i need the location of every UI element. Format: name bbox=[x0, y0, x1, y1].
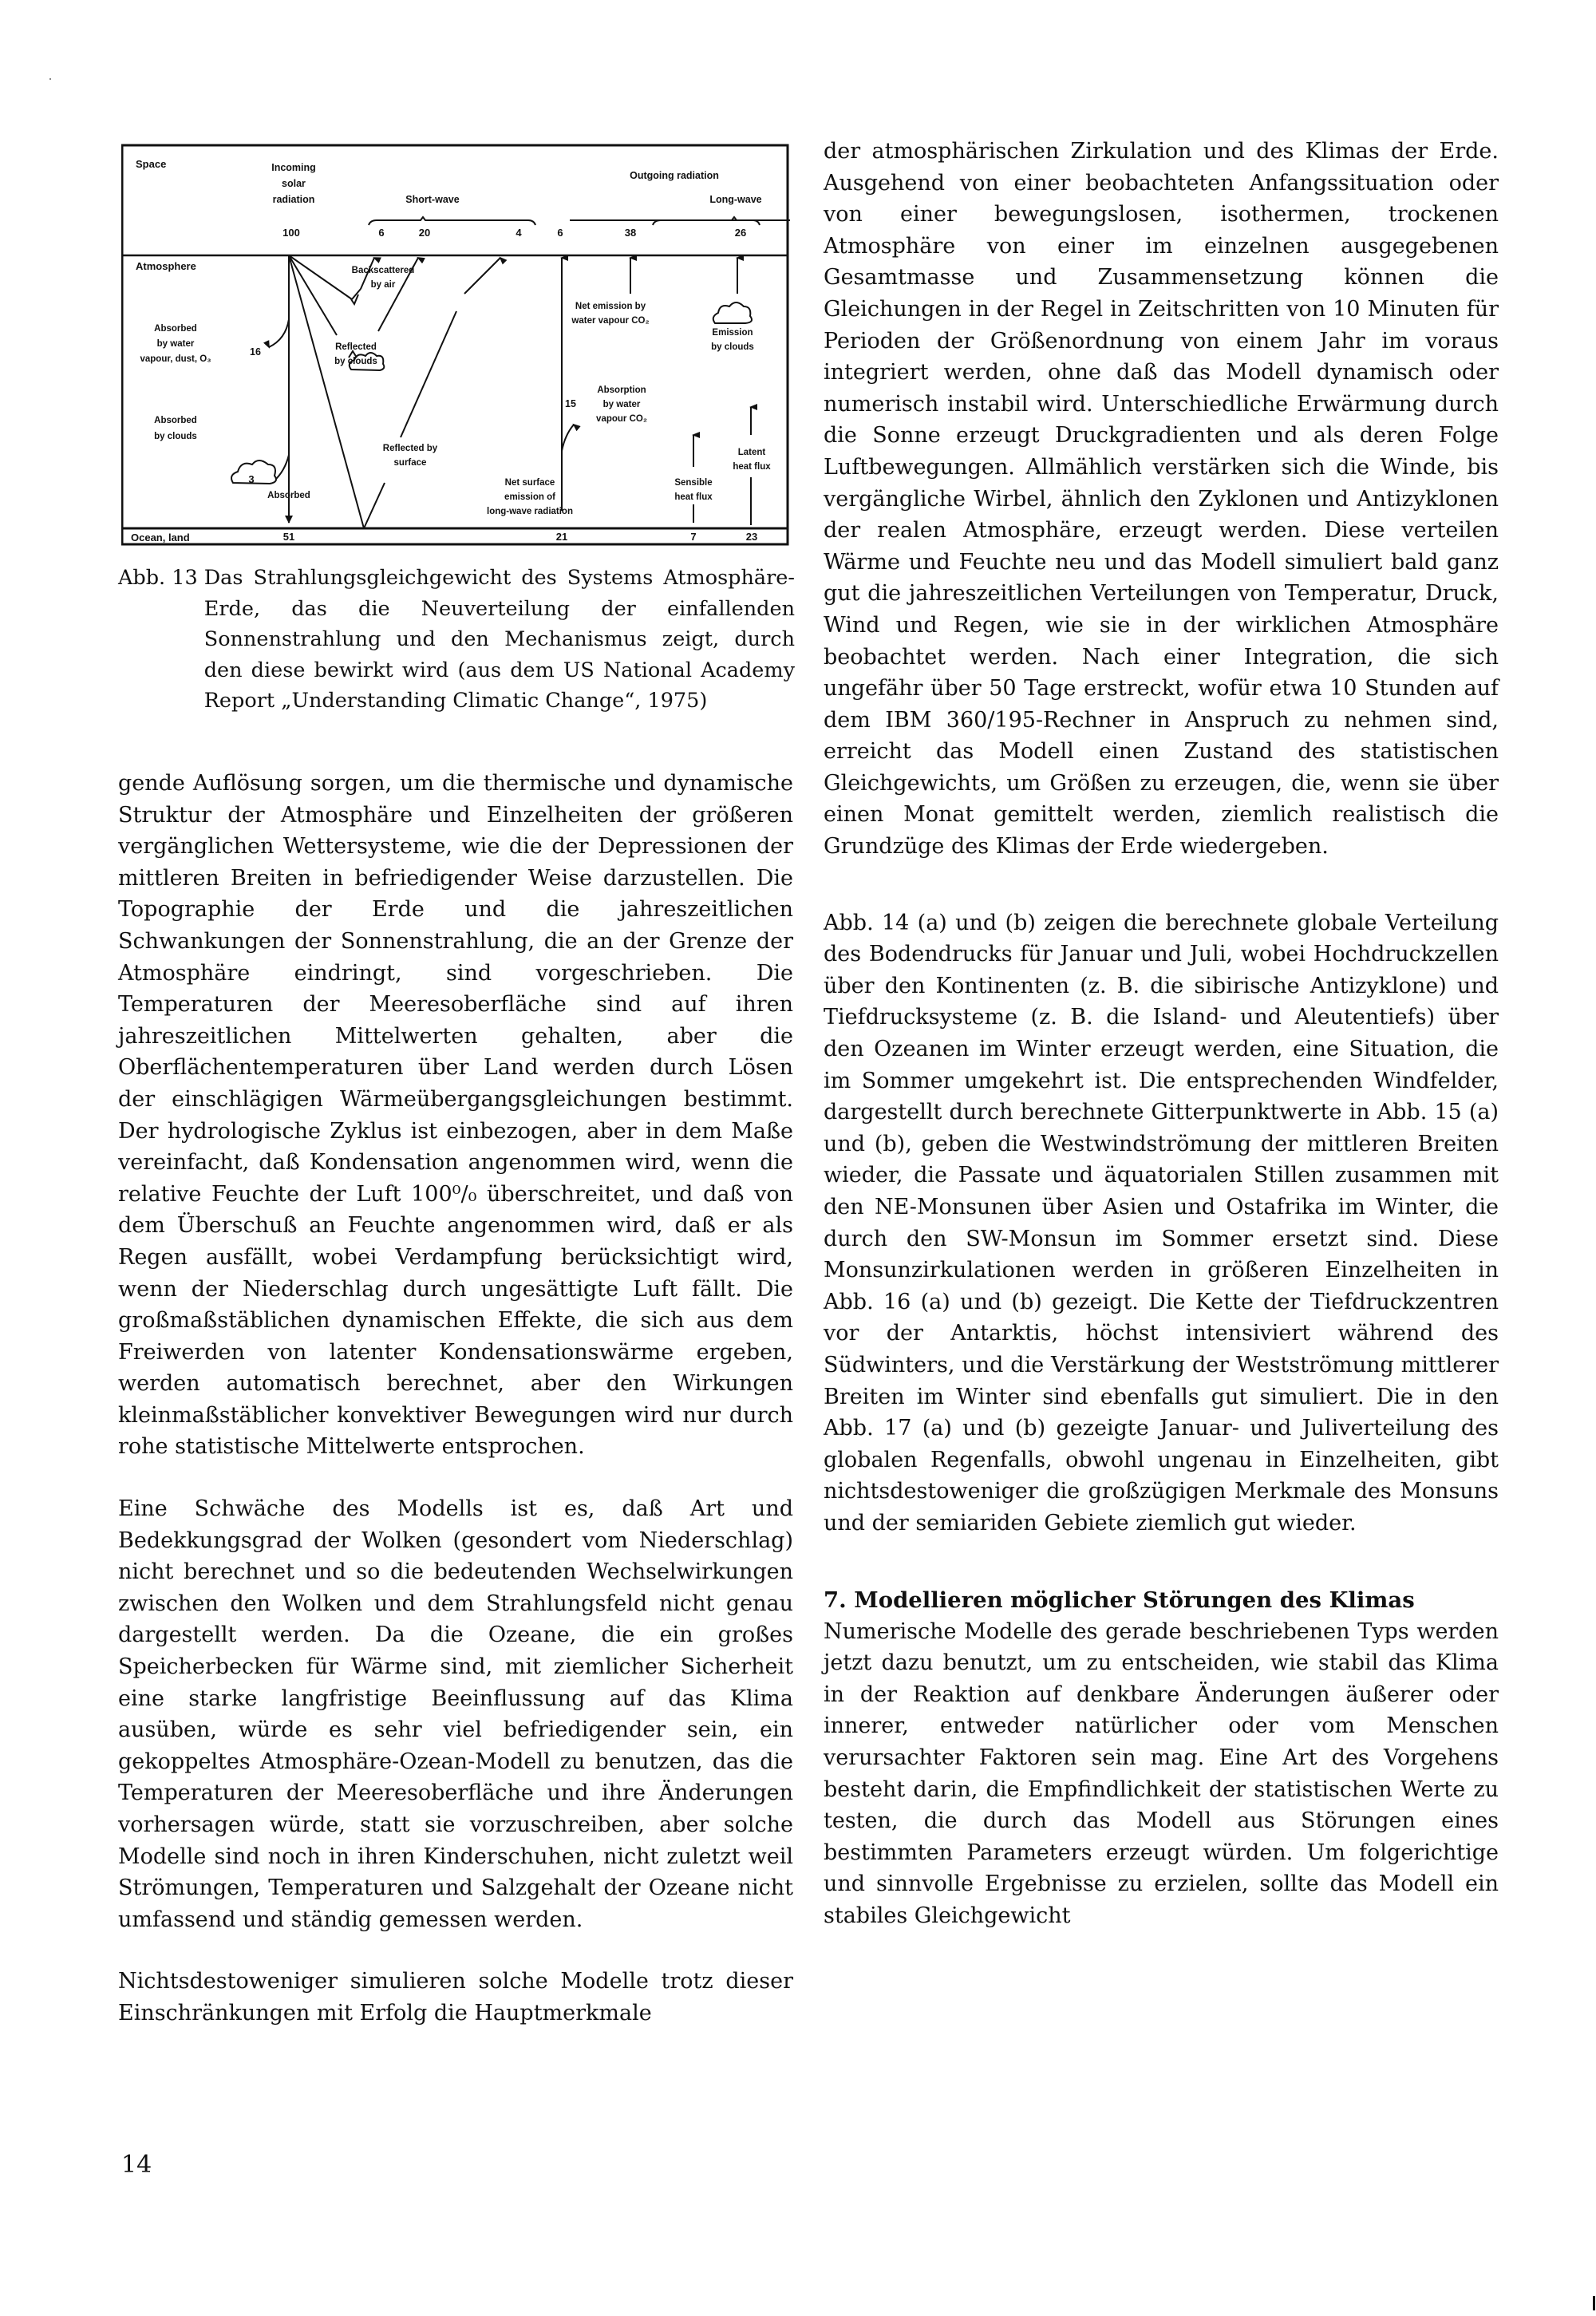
caption-label: Abb. 13 bbox=[118, 566, 198, 590]
right-text-column bbox=[824, 136, 1499, 1931]
region-space: Space bbox=[136, 158, 167, 170]
svg-text:23: 23 bbox=[745, 531, 758, 543]
absorbed-water-value: 16 bbox=[250, 346, 261, 358]
region-atmosphere: Atmosphere bbox=[136, 260, 196, 272]
label-net-surface-emission: Net surface bbox=[504, 478, 555, 488]
label-sensible-heat: Sensible bbox=[674, 478, 713, 488]
longwave-brace-b bbox=[570, 220, 760, 225]
caption-text: Das Strahlungsgleichgewicht des Systems Atmosphäre-Erde, das die Neuverteilung der einfallenden Sonnenstrahlung und den Mechanismus zeigt, durch den diese bewirkt wird (aus dem US National Academy Report „Understanding Climatic Change“, 1975) bbox=[203, 566, 795, 713]
label-absorbed-clouds: Absorbed bbox=[154, 416, 197, 425]
scan-edge-mark bbox=[1593, 2296, 1595, 2310]
surface-values bbox=[283, 531, 757, 543]
label-net-emission: Net emission by bbox=[575, 302, 646, 311]
svg-text:6: 6 bbox=[557, 227, 563, 239]
longwave-arrows bbox=[562, 258, 751, 525]
shortwave-brace bbox=[369, 217, 535, 225]
paragraph-spacer bbox=[824, 863, 1499, 907]
label-reflected-surface: Reflected by bbox=[382, 444, 438, 453]
svg-text:by water: by water bbox=[602, 400, 641, 409]
label-reflected-clouds: Reflected bbox=[335, 342, 377, 352]
shortwave-rays bbox=[269, 255, 500, 528]
svg-text:solar: solar bbox=[282, 178, 306, 189]
shortwave-values bbox=[378, 227, 522, 239]
svg-text:surface: surface bbox=[393, 458, 427, 468]
radiation-balance-diagram bbox=[121, 144, 790, 547]
label-absorbed: Absorbed bbox=[267, 491, 310, 500]
region-surface: Ocean, land bbox=[131, 532, 190, 543]
svg-text:water vapour CO₂: water vapour CO₂ bbox=[571, 316, 650, 326]
svg-text:emission of: emission of bbox=[504, 492, 555, 502]
svg-text:by clouds: by clouds bbox=[334, 357, 377, 366]
label-emission-clouds: Emission bbox=[712, 328, 753, 338]
section-heading: 7. Modellieren möglicher Störungen des Klimas bbox=[824, 1587, 1415, 1613]
body-paragraph: der atmosphärischen Zirkulation und des Klimas der Erde. Ausgehend von einer beobachteten Anfangssituation oder von einer bewegungslosen, isothermen, trockenen Atmosphäre von einer im einzelnen ausgegebenen Gesamtmasse und Zusammensetzung können die Gleichungen in der Regel in Zeitschritten von 10 Minuten für Perioden der Größenordnung von einem Jahr im voraus integriert werden, ohne daß das Modell dynamisch oder numerisch instabil wird. Unterschiedliche Erwärmung durch die Sonne erzeugt Druckgradienten und als deren Folge Luftbewegungen. Allmählich verstärken sich die Winde, bis vergängliche Wirbel, ähnlich den Zyklonen und Antizyklonen der realen Atmosphäre, erzeugt werden. Diese verteilen Wärme und Feuchte neu und das Modell simuliert bald ganz gut die jahreszeitlichen Verteilungen von Temperatur, Druck, Wind und Regen, wie sie in der wirklichen Atmosphäre beobachtet werden. Nach einer Integration, die sich ungefähr über 50 Tage erstreckt, wofür etwa 10 Stunden auf dem IBM 360/195-Rechner in Anspruch zu nehmen sind, erreicht das Modell einen Zustand des statistischen Gleichgewichts, um Größen zu erzeugen, die, wenn sie über einen Monat gemittelt werden, ziemlich realistisch die Grundzüge des Klimas der Erde wiedergeben. bbox=[824, 139, 1499, 860]
incoming-value: 100 bbox=[282, 227, 300, 239]
svg-text:6: 6 bbox=[378, 227, 385, 239]
svg-text:radiation: radiation bbox=[272, 194, 315, 205]
svg-text:by air: by air bbox=[370, 280, 396, 290]
svg-text:4: 4 bbox=[516, 227, 522, 239]
svg-text:vapour, dust, O₃: vapour, dust, O₃ bbox=[140, 354, 211, 364]
longwave-values bbox=[557, 227, 746, 239]
body-paragraph: gende Auflösung sorgen, um die thermische und dynamische Struktur der Atmosphäre und Einzelheiten der größeren vergänglichen Wettersysteme, wie die der Depressionen der mittleren Breiten in befriedigender Weise darzustellen. Die Topographie der Erde und die jahreszeitlichen Schwankungen der Sonnenstrahlung, die an der Grenze der Atmosphäre eindringt, sind vorgeschrieben. Die Temperaturen der Meeresoberfläche sind auf ihren jahreszeitlichen Mittelwerten gehalten, aber die Oberflächentemperaturen über Land werden durch Lösen der einschlägigen Wärmeübergangsgleichungen bestimmt. Der hydrologische Zyklus ist einbezogen, aber in dem Maße vereinfacht, daß Kondensation angenommen wird, wenn die relative Feuchte der Luft 100⁰/₀ überschreitet, und daß von dem Überschuß an Feuchte angenommen wird, daß er als Regen ausfällt, wobei Verdampfung berücksichtigt wird, wenn der Niederschlag durch ungesättigte Luft fällt. Die großmaßstäblichen dynamischen Effekte, die sich aus dem Freiwerden von latenter Kondensationswärme ergeben, werden automatisch berechnet, aber den Wirkungen kleinmaßstäblicher konvektiver Bewegungen wird nur durch rohe statistische Mittelwerte entsprochen. bbox=[118, 771, 793, 1460]
label-latent-heat: Latent bbox=[737, 448, 766, 457]
svg-text:by clouds: by clouds bbox=[711, 342, 754, 352]
shortwave-label: Short-wave bbox=[405, 194, 460, 205]
paragraph-spacer bbox=[118, 1935, 793, 1966]
svg-text:long-wave radiation: long-wave radiation bbox=[487, 507, 573, 516]
cloud-icon bbox=[713, 302, 752, 323]
longwave-label: Long-wave bbox=[709, 194, 762, 205]
absorbed-clouds-value: 3 bbox=[248, 473, 255, 485]
svg-text:21: 21 bbox=[555, 531, 568, 543]
figure-caption bbox=[118, 563, 795, 717]
svg-text:vapour CO₂: vapour CO₂ bbox=[596, 414, 647, 424]
paragraph-spacer bbox=[118, 1463, 793, 1493]
label-absorption-vapour: Absorption bbox=[597, 385, 646, 395]
left-text-column bbox=[118, 768, 793, 2029]
svg-text:heat flux: heat flux bbox=[674, 492, 713, 502]
svg-text:7: 7 bbox=[690, 531, 697, 543]
body-paragraph: Nichtsdestoweniger simulieren solche Modelle trotz dieser Einschränkungen mit Erfolg die Hauptmerkmale bbox=[118, 1969, 793, 2026]
incoming-label bbox=[271, 162, 316, 239]
label-absorbed-water: Absorbed bbox=[154, 324, 197, 334]
label-backscattered: Backscattered bbox=[351, 266, 415, 275]
svg-text:by water: by water bbox=[156, 339, 195, 349]
body-paragraph: Numerische Modelle des gerade beschriebenen Typs werden jetzt dazu benutzt, um zu entscheiden, wie stabil das Klima in der Reaktion auf denkbare Änderungen äußerer oder innerer, entweder natürlicher oder vom Menschen verursachter Faktoren sein mag. Eine Art des Vorgehens besteht darin, die Empfindlichkeit der statistischen Werte zu testen, die durch das Modell aus Störungen eines bestimmten Parameters erzeugt würden. Um folgerichtige und sinnvolle Ergebnisse zu erzielen, sollte das Modell ein stabiles Gleichgewicht bbox=[824, 1618, 1499, 1928]
diagram-svg bbox=[121, 144, 790, 547]
body-paragraph: Eine Schwäche des Modells ist es, daß Art und Bedekkungsgrad der Wolken (gesondert vom Niederschlag) nicht berechnet und so die bedeutenden Wechselwirkungen zwischen den Wolken und dem Strahlungsfeld nicht genau dargestellt werden. Da die Ozeane, die ein großes Speicherbecken für Wärme sind, mit ziemlicher Sicherheit eine starke langfristige Beeinflussung auf das Klima ausüben, würde es sehr viel befriedigender sein, ein gekoppeltes Atmosphäre-Ozean-Modell zu benutzen, das die Temperaturen der Meeresoberfläche und ihre Änderungen vorhersagen würde, statt sie vorzuschreiben, aber solche Modelle sind noch in ihren Kinderschuhen, nicht zuletzt weil Strömungen, Temperaturen und Salzgehalt der Ozeane nicht umfassend und ständig gemessen werden. bbox=[118, 1496, 793, 1932]
outgoing-title: Outgoing radiation bbox=[630, 170, 719, 181]
absorption-vapour-value: 15 bbox=[565, 398, 576, 409]
svg-text:20: 20 bbox=[418, 227, 431, 239]
svg-text:51: 51 bbox=[282, 531, 295, 543]
svg-text:by clouds: by clouds bbox=[154, 432, 197, 441]
paragraph-spacer bbox=[824, 1539, 1499, 1584]
svg-text:26: 26 bbox=[734, 227, 747, 239]
svg-text:38: 38 bbox=[624, 227, 637, 239]
page-number: 14 bbox=[121, 2151, 152, 2179]
body-paragraph: Abb. 14 (a) und (b) zeigen die berechnete globale Verteilung des Bodendrucks für Januar und Juli, wobei Hochdruckzellen über den Kontinenten (z. B. die sibirische Antizyklone) und Tiefdrucksysteme (z. B. die Island- und Aleutentiefs) über den Ozeanen im Winter erzeugt werden, eine Situation, die im Sommer umgekehrt ist. Die entsprechenden Windfelder, dargestellt durch berechnete Gitterpunktwerte in Abb. 15 (a) und (b), geben die Westwindströmung der mittleren Breiten wieder, die Passate und äquatorialen Stillen zusammen mit den NE-Monsunen über Asien und Ostafrika im Winter, die durch den SW-Monsun im Sommer ersetzt sind. Diese Monsunzirkulationen werden in größeren Einzelheiten in Abb. 16 (a) und (b) gezeigt. Die Kette der Tiefdruckzentren vor der Antarktis, höchst intensiviert während des Südwinters, und die Verstärkung der Westströmung mittlerer Breiten im Winter sind ebenfalls gut simuliert. Die in den Abb. 17 (a) und (b) gezeigte Januar- und Juliverteilung des globalen Regenfalls, obwohl ungenau in Einzelheiten, gibt nichtsdestoweniger die großzügigen Merkmale des Monsuns und der semiariden Gebiete ziemlich gut wieder. bbox=[824, 910, 1499, 1535]
svg-text:heat flux: heat flux bbox=[733, 462, 771, 472]
cloud-icons bbox=[231, 294, 752, 484]
svg-text:Incoming: Incoming bbox=[271, 162, 316, 173]
scan-speck bbox=[49, 78, 51, 80]
